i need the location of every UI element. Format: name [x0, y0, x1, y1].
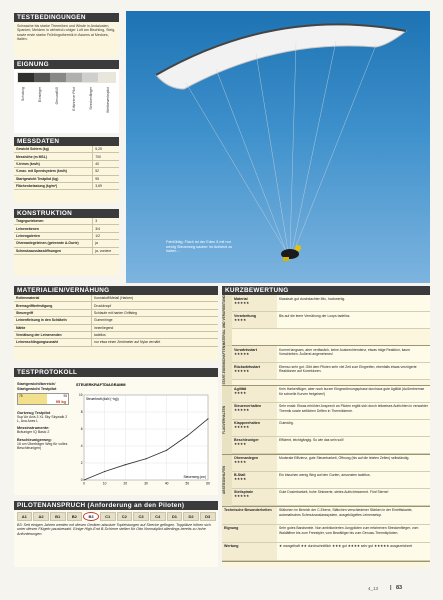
- kurz-item-label: Vorwärtsstart: [234, 347, 257, 352]
- table-row: [14, 295, 218, 302]
- class-c3: C3: [133, 512, 149, 521]
- eignung-label: Genussflüß: [55, 87, 59, 105]
- x-tick-label: 40: [164, 481, 169, 486]
- gauge-value: 95 kg: [55, 399, 66, 404]
- footer-issue: 4_13: [368, 586, 379, 591]
- kurz-item-label: Agilität: [234, 387, 247, 392]
- class-d1: D1: [167, 512, 183, 521]
- kurz-item-text: Effizient, leichtgängig. So wie das sein soll!: [277, 437, 430, 453]
- gauge-min: 75: [19, 394, 23, 398]
- kurz-item-label: Material: [234, 296, 248, 301]
- row-label: Flächenbelastung (kg/m²): [14, 182, 93, 189]
- row-label: Messhöhe (m MSL): [14, 153, 93, 160]
- kurz-item-label: Verarbeitung: [234, 313, 256, 318]
- class-c1: C1: [100, 512, 116, 521]
- testprotokoll-box: [14, 368, 218, 495]
- x-tick-label: 30: [144, 481, 148, 486]
- star-rating: ★★★★: [234, 391, 247, 396]
- kurz-item: [232, 363, 430, 380]
- konstruktion-table: [14, 218, 119, 255]
- table-row: [14, 324, 218, 331]
- paraglider-photo: [126, 11, 430, 283]
- messdaten-table: [14, 146, 119, 190]
- x-tick-label: 50: [185, 481, 190, 486]
- table-row: [14, 225, 119, 232]
- star-rating: ★★★★★: [234, 368, 250, 373]
- kurz-item: [222, 507, 430, 525]
- kurz-item-text: Kommt langsam, aber verlässlich, keine Ausbrechtendenz, etwas träge Reaktion, kaum Vorschieben. Äußerst angenehmes!: [277, 346, 430, 362]
- row-label: Steuergriff: [14, 309, 92, 316]
- table-row: [14, 339, 218, 346]
- row-value: 3,69: [93, 182, 119, 189]
- row-value: Kunststoff/Metall (Harken): [92, 295, 218, 302]
- data-point: [104, 471, 105, 472]
- y-tick-label: 2: [80, 461, 83, 466]
- row-label: Ohrenanlegeleinen (getrennte A-Gurte): [14, 240, 93, 247]
- kurz-item: [232, 420, 430, 437]
- row-label: Leinenfleisung in den Schäkeln: [14, 317, 92, 324]
- table-row: [14, 175, 119, 182]
- kurz-item-text: Gutmütig.: [277, 420, 430, 436]
- messinstrumente-value: Bräuniger IQ Basic 2: [17, 430, 50, 435]
- gauge-max: 95: [63, 394, 67, 398]
- eignung-bar-5: [82, 73, 98, 82]
- class-c4: C4: [150, 512, 166, 521]
- row-label: Vernähung der Leinenenden: [14, 331, 92, 338]
- kurz-group-label: FLUGVERHALTEN: [222, 386, 232, 454]
- photo-caption: Feinfühlig: Flach ist der Eden 5 mit nur wenig Steuerweg sauber im Aufwind zu halten ...: [166, 240, 233, 254]
- messinstrumente-label: Messinstrumente:: [17, 426, 50, 431]
- kurz-item: [222, 525, 430, 543]
- table-row: [14, 247, 119, 254]
- beschleunigerweg-label: Beschleunigerweg:: [17, 437, 52, 442]
- table-row: [14, 331, 218, 338]
- y-tick-label: 0: [80, 478, 83, 483]
- x-tick-label: 0: [83, 481, 85, 486]
- kurz-section: [222, 346, 430, 386]
- footer-separator: |: [390, 585, 392, 591]
- row-label: Nähte: [14, 324, 92, 331]
- kurz-item: [232, 455, 430, 472]
- kurz-section: [222, 386, 430, 455]
- star-rating: ★★★★★: [234, 408, 250, 413]
- kurz-item: [232, 295, 430, 312]
- eignung-label: Einsteiger: [38, 87, 42, 103]
- kurz-item: [232, 386, 430, 403]
- eignung-box: [14, 60, 119, 133]
- messdaten-box: [14, 137, 119, 203]
- kurz-item-label: B-Stall: [234, 473, 246, 478]
- beschleunigerweg-value: 16 cm Überträger Weg für volles Beschleunigen): [17, 441, 68, 450]
- kurz-item: [232, 472, 430, 489]
- row-value: Schlaufe mit harten Griffsteg: [92, 309, 218, 316]
- row-label: Tragegurtebenen: [14, 218, 93, 225]
- table-row: [14, 182, 119, 189]
- table-row: [14, 232, 119, 239]
- pilotenanspruch-header: PILOTENANSPRUCH (Anforderung an den Piloten): [14, 501, 218, 510]
- table-row: [14, 153, 119, 160]
- row-value: ja, vordere: [93, 247, 119, 254]
- star-rating: ★★★★★: [234, 300, 250, 305]
- eignung-header: EIGNUNG: [14, 60, 119, 69]
- x-tick-label: 20: [123, 481, 128, 486]
- kurz-item: [232, 489, 430, 506]
- row-label: Schmutzausslassöffnungen: [14, 247, 93, 254]
- class-b2: B2: [67, 512, 83, 521]
- star-rating: ★★★★★: [234, 351, 250, 356]
- table-row: [14, 160, 119, 167]
- testbedingungen-box: [14, 13, 119, 57]
- kurz-item: [222, 543, 430, 561]
- star-rating: ★★★★★: [234, 425, 250, 430]
- kurz-item-label: Steilspirale: [234, 490, 254, 495]
- testprotokoll-header: TESTPROTOKOLL: [14, 368, 218, 377]
- kurz-item: [232, 437, 430, 454]
- class-b3: B3: [83, 512, 99, 521]
- table-row: [14, 317, 218, 324]
- eignung-chart: [14, 69, 119, 132]
- startgewicht-gauge: [17, 393, 69, 405]
- messdaten-header: MESSDATEN: [14, 137, 119, 146]
- data-point: [125, 464, 126, 465]
- testbedingungen-text: Schwache bis starke Thermiken und Winde in Andalusien, Spanien; Meldern in wirbelnd-ruhiger Luft am Bischling, Steig, sowie erste starke Frühlingsthermik in Assens at Medoes, Italien.: [17, 24, 116, 41]
- materialien-box: [14, 286, 218, 361]
- kurz-item-text: ★ mangelhaft ★★ durchschnittlich ★★★ gut ★★★★ sehr gut ★★★★★ ausgezeichnet: [277, 543, 430, 560]
- testbedingungen-header: TESTBEDINGUNGEN: [14, 13, 119, 22]
- kurz-item-text: Sehr gutes Bandsmele. Non ambitionierten Jungpiloten zum erfahrenen Streckenflieger, vom Waldäffner bis zum Freestyler, vom Bewältiger bis zum Genuss-Thermikpiloten.: [277, 525, 430, 542]
- row-label: Leinenschlingungszunaht: [14, 339, 92, 346]
- kurz-section: [222, 507, 430, 562]
- row-value: innenliegend: [92, 324, 218, 331]
- pilotenanspruch-text: B3: Seit einigen Jahren werden mit diesen Geräten absolute Topleistungen auf Strecke geflogen. Topplätze höhen sich unter diesen Flügeln pausbewahl. Einige High-End B-Schirme stellen für Otto Normalpilot allerdings bereits zu hohe Anforderungen.: [17, 523, 211, 536]
- table-row: [14, 168, 119, 175]
- data-point: [166, 450, 167, 451]
- row-value: 52: [93, 168, 119, 175]
- kurz-item-label: Technische Besonderheiten: [224, 508, 272, 513]
- row-label: V-trimm (km/h): [14, 160, 93, 167]
- data-point: [187, 435, 188, 436]
- eignung-bar-3: [50, 73, 66, 82]
- class-d3: D3: [200, 512, 216, 521]
- star-rating: ★★★★: [234, 460, 247, 465]
- kurz-item-text: Bis auf die leere Vernähung der Loops tadellos.: [277, 312, 430, 328]
- kurz-item-label: Steuerverhalten: [234, 404, 262, 409]
- kurz-item: [232, 403, 430, 420]
- x-tick-label: 10: [102, 481, 107, 486]
- row-value: tadellos: [92, 331, 218, 338]
- kurz-item-text: Gute Dosierbarkeit, hohe Sinkwerte, stetes Aufrichtmoment. Fünf Sterne!: [277, 489, 430, 505]
- kurz-section: [222, 295, 430, 346]
- row-value: nur etwa einen Zentimeter auf Nylar vernäht: [92, 339, 218, 346]
- data-point: [80, 478, 84, 483]
- startgewicht-label: Startgewicht/bereich/ Startgewicht Testpilot: [17, 382, 57, 391]
- row-value: 5,25: [93, 146, 119, 153]
- gurtzeug-label: Gurtzeug Testpilot: [17, 411, 51, 415]
- class-c2: C2: [117, 512, 133, 521]
- row-label: Rollenmaterial: [14, 295, 92, 302]
- eignung-bar-2: [34, 73, 50, 82]
- row-label: Gewicht Schirm (kg): [14, 146, 93, 153]
- kurzbewertung-header: KURZBEWERTUNG: [222, 286, 430, 295]
- row-value: 40: [93, 160, 119, 167]
- y-tick-label: 6: [80, 427, 83, 432]
- table-row: [14, 218, 119, 225]
- y-tick-label: 4: [80, 444, 83, 449]
- y-axis-label: Steuerkraft (daN (~kg)): [86, 397, 119, 401]
- gurtzeug-value: Sup'Air Axis 3 XL Sky Skywalk 2 L, Axa Axes L: [17, 415, 68, 424]
- kurz-group-label: START-EIGENSCHAFTEN: [222, 346, 232, 385]
- row-label: Startgewicht Testpilot (kg): [14, 175, 93, 182]
- row-value: Gummiringe: [92, 317, 218, 324]
- class-d2: D2: [183, 512, 199, 521]
- class-a1: A1: [17, 512, 33, 521]
- eignung-label: Erfahrener Pilot: [72, 87, 76, 111]
- eignung-bar-1: [18, 73, 34, 82]
- star-rating: ★★★★: [234, 442, 247, 447]
- data-point: [145, 458, 146, 459]
- row-value: 95: [93, 175, 119, 182]
- class-a2: A2: [33, 512, 49, 521]
- table-row: [14, 240, 119, 247]
- konstruktion-header: KONSTRUKTION: [14, 209, 119, 218]
- star-rating: ★★★★: [234, 477, 247, 482]
- kurz-group-label: MATERIAL UND VERARBEITUNG: [222, 295, 232, 345]
- x-axis-label: Steuerweg (cm): [183, 475, 206, 479]
- kurz-item-text: Kein Harkenflüger, aber noch kurzer Eingewöhnungsphase durchaus gute Agilität (Außenbremse für schnelle Kurven freigeben!): [277, 386, 430, 402]
- row-value: 1/2: [93, 232, 119, 239]
- kurz-item-text: Sehr exakt: Etwas erhöhter Ansprech an Piloten ergibt sich durch teilweises Aufrichten in verwahter Thermik sowie seitlichen Driften in Thermikkerne.: [277, 403, 430, 419]
- kurz-section: [222, 455, 430, 507]
- kurz-item-text: Moderate Effizienz, gute Steuerbarkeit, Öffnung (bis auf die letzten Zellen) selbständig.: [277, 455, 430, 471]
- kurzbewertung-sections: [222, 295, 430, 562]
- footer-page-number: 83: [396, 585, 403, 591]
- eignung-bar-4: [66, 73, 82, 82]
- table-row: [14, 309, 218, 316]
- kurz-item-label: Wertung: [224, 544, 239, 549]
- kurz-item-text: Klassisch gut durchdachter Mix, hochwertig.: [277, 295, 430, 311]
- table-row: [14, 302, 218, 309]
- kurz-item-text: Stäbchen im Bereich der C-Ebene, Stäbchen verschiedener Stärken in der Eintrittskante, automatisches Schmutzauslasssystem, ausgeklügeltes Leinensetup.: [277, 507, 430, 524]
- star-rating: ★★★★★: [234, 494, 250, 499]
- star-rating: ★★★★: [234, 317, 247, 322]
- row-value: 3: [93, 218, 119, 225]
- row-label: Bremsgriffbefestigung: [14, 302, 92, 309]
- row-value: Druckknopf: [92, 302, 218, 309]
- kurz-item-label: Rückwärtsstart: [234, 364, 260, 369]
- y-tick-label: 8: [80, 410, 83, 415]
- startgewicht-block: [17, 382, 69, 450]
- materialien-header: MATERIALIEN/VERNÄHUNG: [14, 286, 218, 295]
- eignung-label: Streckenflieger: [89, 87, 93, 110]
- kurz-item-label: Eignung: [224, 526, 239, 531]
- kurz-group-label: ABSTIEGSHILFEN: [222, 455, 232, 506]
- pilotenanspruch-classes: [14, 510, 218, 521]
- kurz-item-label: Beschleuniger: [234, 438, 259, 443]
- eignung-label: Wettbewerbspilot: [106, 87, 110, 113]
- row-value: 3/4: [93, 225, 119, 232]
- steuerkraft-chart: [74, 381, 215, 493]
- kurz-item: [232, 346, 430, 363]
- konstruktion-box: [14, 209, 119, 276]
- kurz-item: [232, 312, 430, 329]
- x-tick-label: 60: [206, 481, 210, 486]
- chart-title: STEUERKRAFTDIAGRAMM: [76, 383, 126, 387]
- row-label: Leinengalerien: [14, 232, 93, 239]
- row-value: ja: [93, 240, 119, 247]
- kurz-item-text: Ein bisschen wenig Weg auf den Gurten, ansonsten tadellos.: [277, 472, 430, 488]
- materialien-table: [14, 295, 218, 347]
- kurz-item-text: Ebenso sehr gut. Gibt dem Piloten sehr viel Zeit zum Eingreifen, ebenfalls etwas verzögerte Reaktionen auf Korrekturen.: [277, 363, 430, 379]
- row-label: Leinenebenen: [14, 225, 93, 232]
- row-label: V-max. mit Speedsystem (km/h): [14, 168, 93, 175]
- eignung-label: Schulung: [21, 87, 25, 102]
- data-point: [207, 418, 208, 419]
- kurz-item-label: Ohrenanlegen: [234, 456, 259, 461]
- kurz-item-label: Klappverhalten: [234, 421, 260, 426]
- class-b1: B1: [50, 512, 66, 521]
- y-tick-label: 10: [78, 393, 83, 398]
- table-row: [14, 146, 119, 153]
- pilotenanspruch-box: [14, 501, 218, 567]
- row-value: 700: [93, 153, 119, 160]
- kurzbewertung-box: [222, 286, 430, 567]
